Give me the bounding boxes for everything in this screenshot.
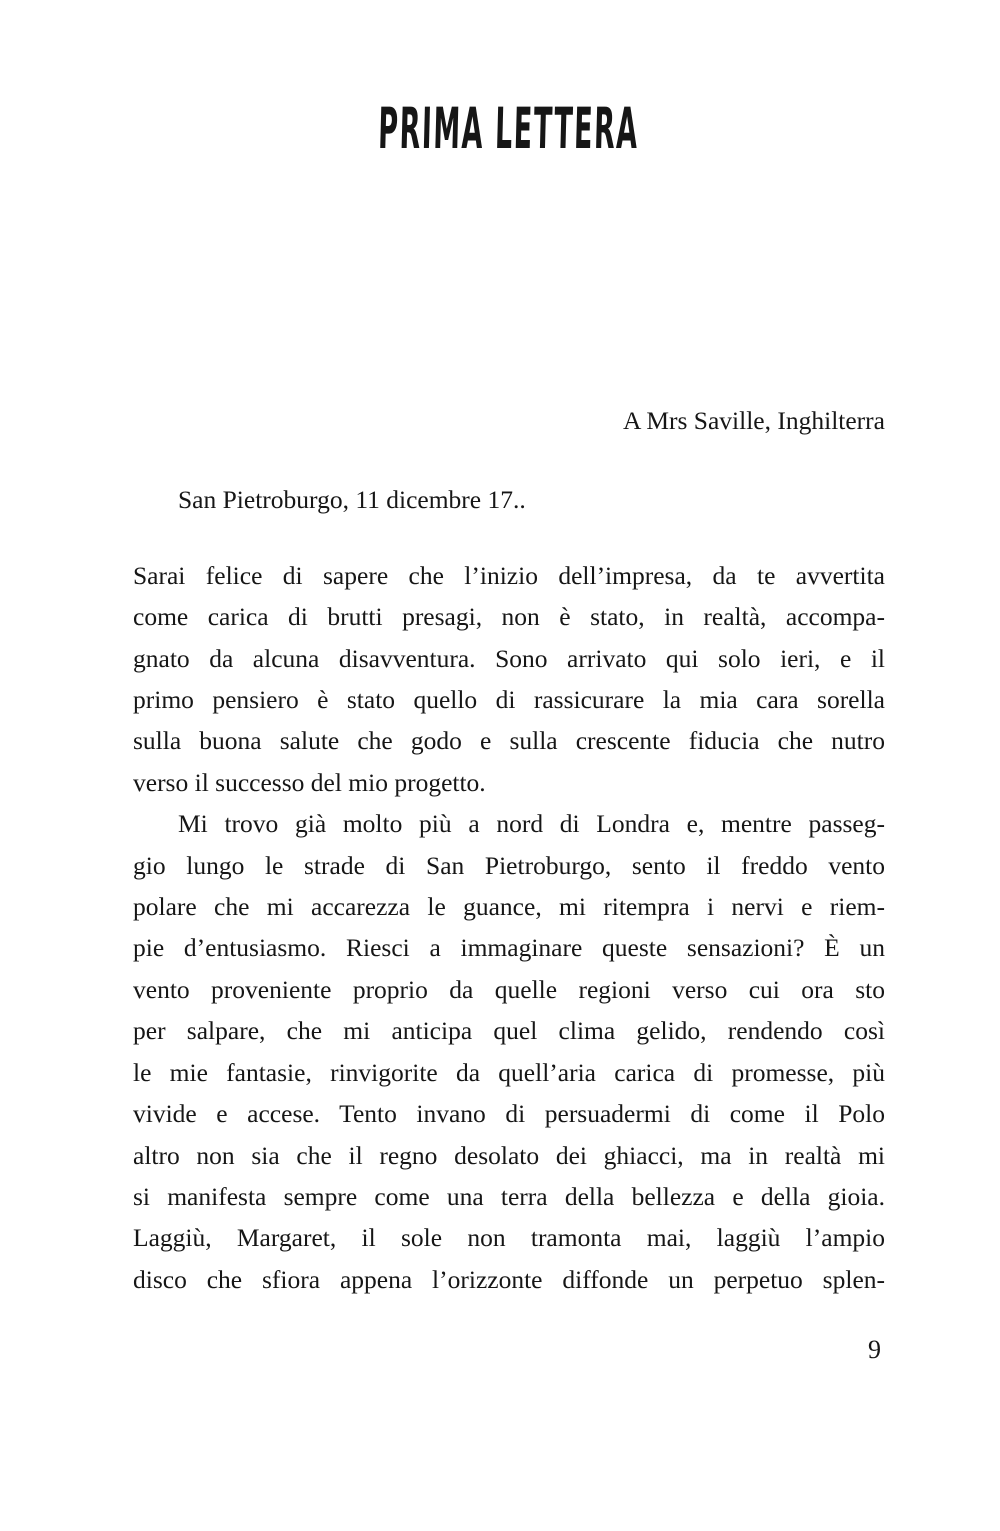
text-line: le mie fantasie, rinvigorite da quell’aria carica di promesse, più bbox=[133, 1057, 885, 1087]
text-line: verso il successo del mio progetto. bbox=[133, 767, 486, 797]
chapter-title bbox=[133, 95, 885, 162]
text-line: primo pensiero è stato quello di rassicurare la mia cara sorella bbox=[133, 685, 885, 715]
text-line: si manifesta sempre come una terra della bellezza e della gioia. bbox=[133, 1181, 885, 1211]
text-line: gnato da alcuna disavventura. Sono arrivato qui solo ieri, e il bbox=[133, 643, 885, 673]
text-line: Laggiù, Margaret, il sole non tramonta mai, laggiù l’ampio bbox=[133, 1223, 885, 1253]
text-line: Sarai felice di sapere che l’inizio dell’impresa, da te avvertita bbox=[133, 560, 885, 590]
text-line: per salpare, che mi anticipa quel clima gelido, rendendo così bbox=[133, 1016, 885, 1046]
text-line: come carica di brutti presagi, non è stato, in realtà, accompa- bbox=[133, 602, 885, 632]
text-line: Mi trovo già molto più a nord di Londra e, mentre passeg- bbox=[178, 809, 885, 839]
text-line: polare che mi accarezza le guance, mi ritempra i nervi e riem- bbox=[133, 892, 885, 922]
text-line: vivide e accese. Tento invano di persuadermi di come il Polo bbox=[133, 1099, 885, 1129]
text-line: altro non sia che il regno desolato dei ghiacci, ma in realtà mi bbox=[133, 1140, 885, 1170]
book-page bbox=[0, 95, 1000, 1531]
page-number: 9 bbox=[868, 1335, 881, 1365]
letter-body bbox=[133, 555, 885, 1300]
dateline: San Pietroburgo, 11 dicembre 17.. bbox=[178, 485, 526, 515]
text-line: pie d’entusiasmo. Riesci a immaginare queste sensazioni? È un bbox=[133, 933, 885, 963]
chapter-title-text: PRIMA LETTERA bbox=[377, 95, 641, 162]
text-line: gio lungo le strade di San Pietroburgo, sento il freddo vento bbox=[133, 850, 885, 880]
text-line: sulla buona salute che godo e sulla crescente fiducia che nutro bbox=[133, 726, 885, 756]
text-line: disco che sfiora appena l’orizzonte diffonde un perpetuo splen- bbox=[133, 1264, 885, 1294]
text-line: vento proveniente proprio da quelle regioni verso cui ora sto bbox=[133, 974, 885, 1004]
salutation: A Mrs Saville, Inghilterra bbox=[622, 406, 885, 435]
